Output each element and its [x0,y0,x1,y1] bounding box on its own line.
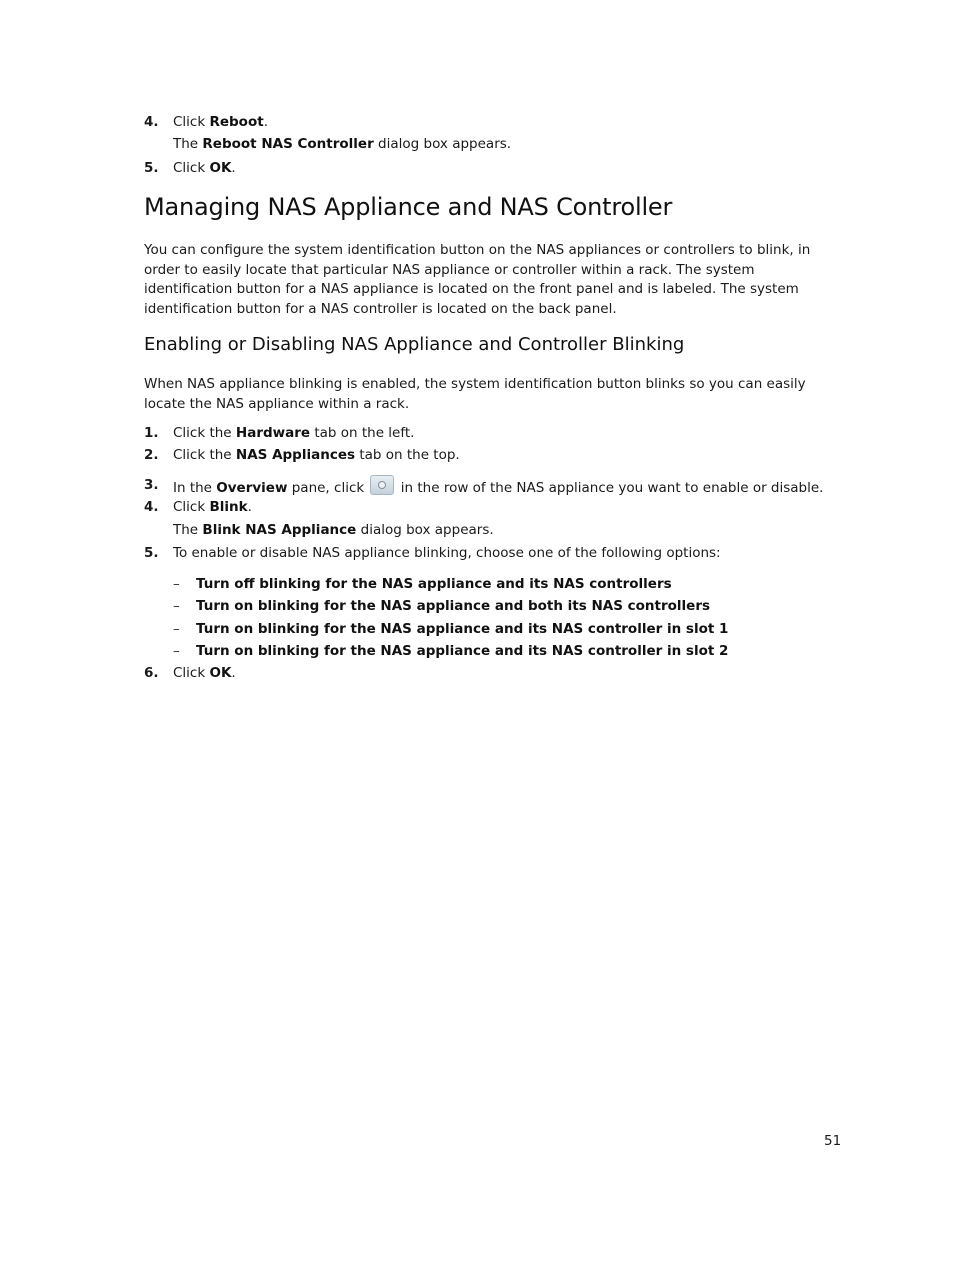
step-number: 4. [144,499,159,515]
step-text: Click OK. [173,665,236,681]
dash-marker: – [173,621,180,637]
step-text: Click the Hardware tab on the left. [173,425,415,441]
step-number: 2. [144,447,159,463]
step-number: 3. [144,477,159,493]
step-number: 5. [144,160,159,176]
dash-marker: – [173,598,180,614]
step-text: Click Blink. [173,499,252,515]
step-text: To enable or disable NAS appliance blinking, choose one of the following options: [173,545,721,561]
ui-term: Reboot NAS Controller [202,136,374,152]
option-text: Turn off blinking for the NAS appliance and its NAS controllers [196,576,672,592]
option-text: Turn on blinking for the NAS appliance and its NAS controller in slot 2 [196,643,729,659]
section-title: Managing NAS Appliance and NAS Controller [144,193,673,221]
step-result: The Reboot NAS Controller dialog box appears. [173,136,512,152]
dash-marker: – [173,576,180,592]
ui-term: Hardware [235,425,311,441]
ui-term: OK [209,160,232,176]
ui-term: Blink NAS Appliance [202,522,357,538]
option-text: Turn on blinking for the NAS appliance and its NAS controller in slot 1 [196,621,729,637]
ui-term: Blink [209,499,248,515]
step-result: The Blink NAS Appliance dialog box appears. [173,522,494,538]
ui-term: Overview [216,480,288,496]
ui-term: OK [209,665,232,681]
step-number: 6. [144,665,159,681]
page-number: 51 [824,1133,842,1149]
settings-gear-icon [370,475,394,495]
step-number: 5. [144,545,159,561]
step-number: 1. [144,425,159,441]
ui-term: NAS Appliances [235,447,356,463]
step-text: Click OK. [173,160,236,176]
ui-term: Reboot [209,114,264,130]
dash-marker: – [173,643,180,659]
step-text: Click the NAS Appliances tab on the top. [173,447,460,463]
step-text: In the Overview pane, click in the row of the NAS appliance you want to enable or disable. [173,475,823,498]
option-text: Turn on blinking for the NAS appliance and both its NAS controllers [196,598,711,614]
step-number: 4. [144,114,159,130]
section-paragraph: You can configure the system identification button on the NAS appliances or controllers to blink, in order to easily locate that particular NAS appliance or controller within a rack. The system identification button for a NAS appliance is located on the front panel and is labeled. The system identification button for a NAS controller is located on the back panel. [144,242,811,317]
subsection-title: Enabling or Disabling NAS Appliance and Controller Blinking [144,334,685,355]
subsection-paragraph: When NAS appliance blinking is enabled, the system identification button blinks so you can easily locate the NAS appliance within a rack. [144,376,806,412]
step-text: Click Reboot. [173,114,268,130]
